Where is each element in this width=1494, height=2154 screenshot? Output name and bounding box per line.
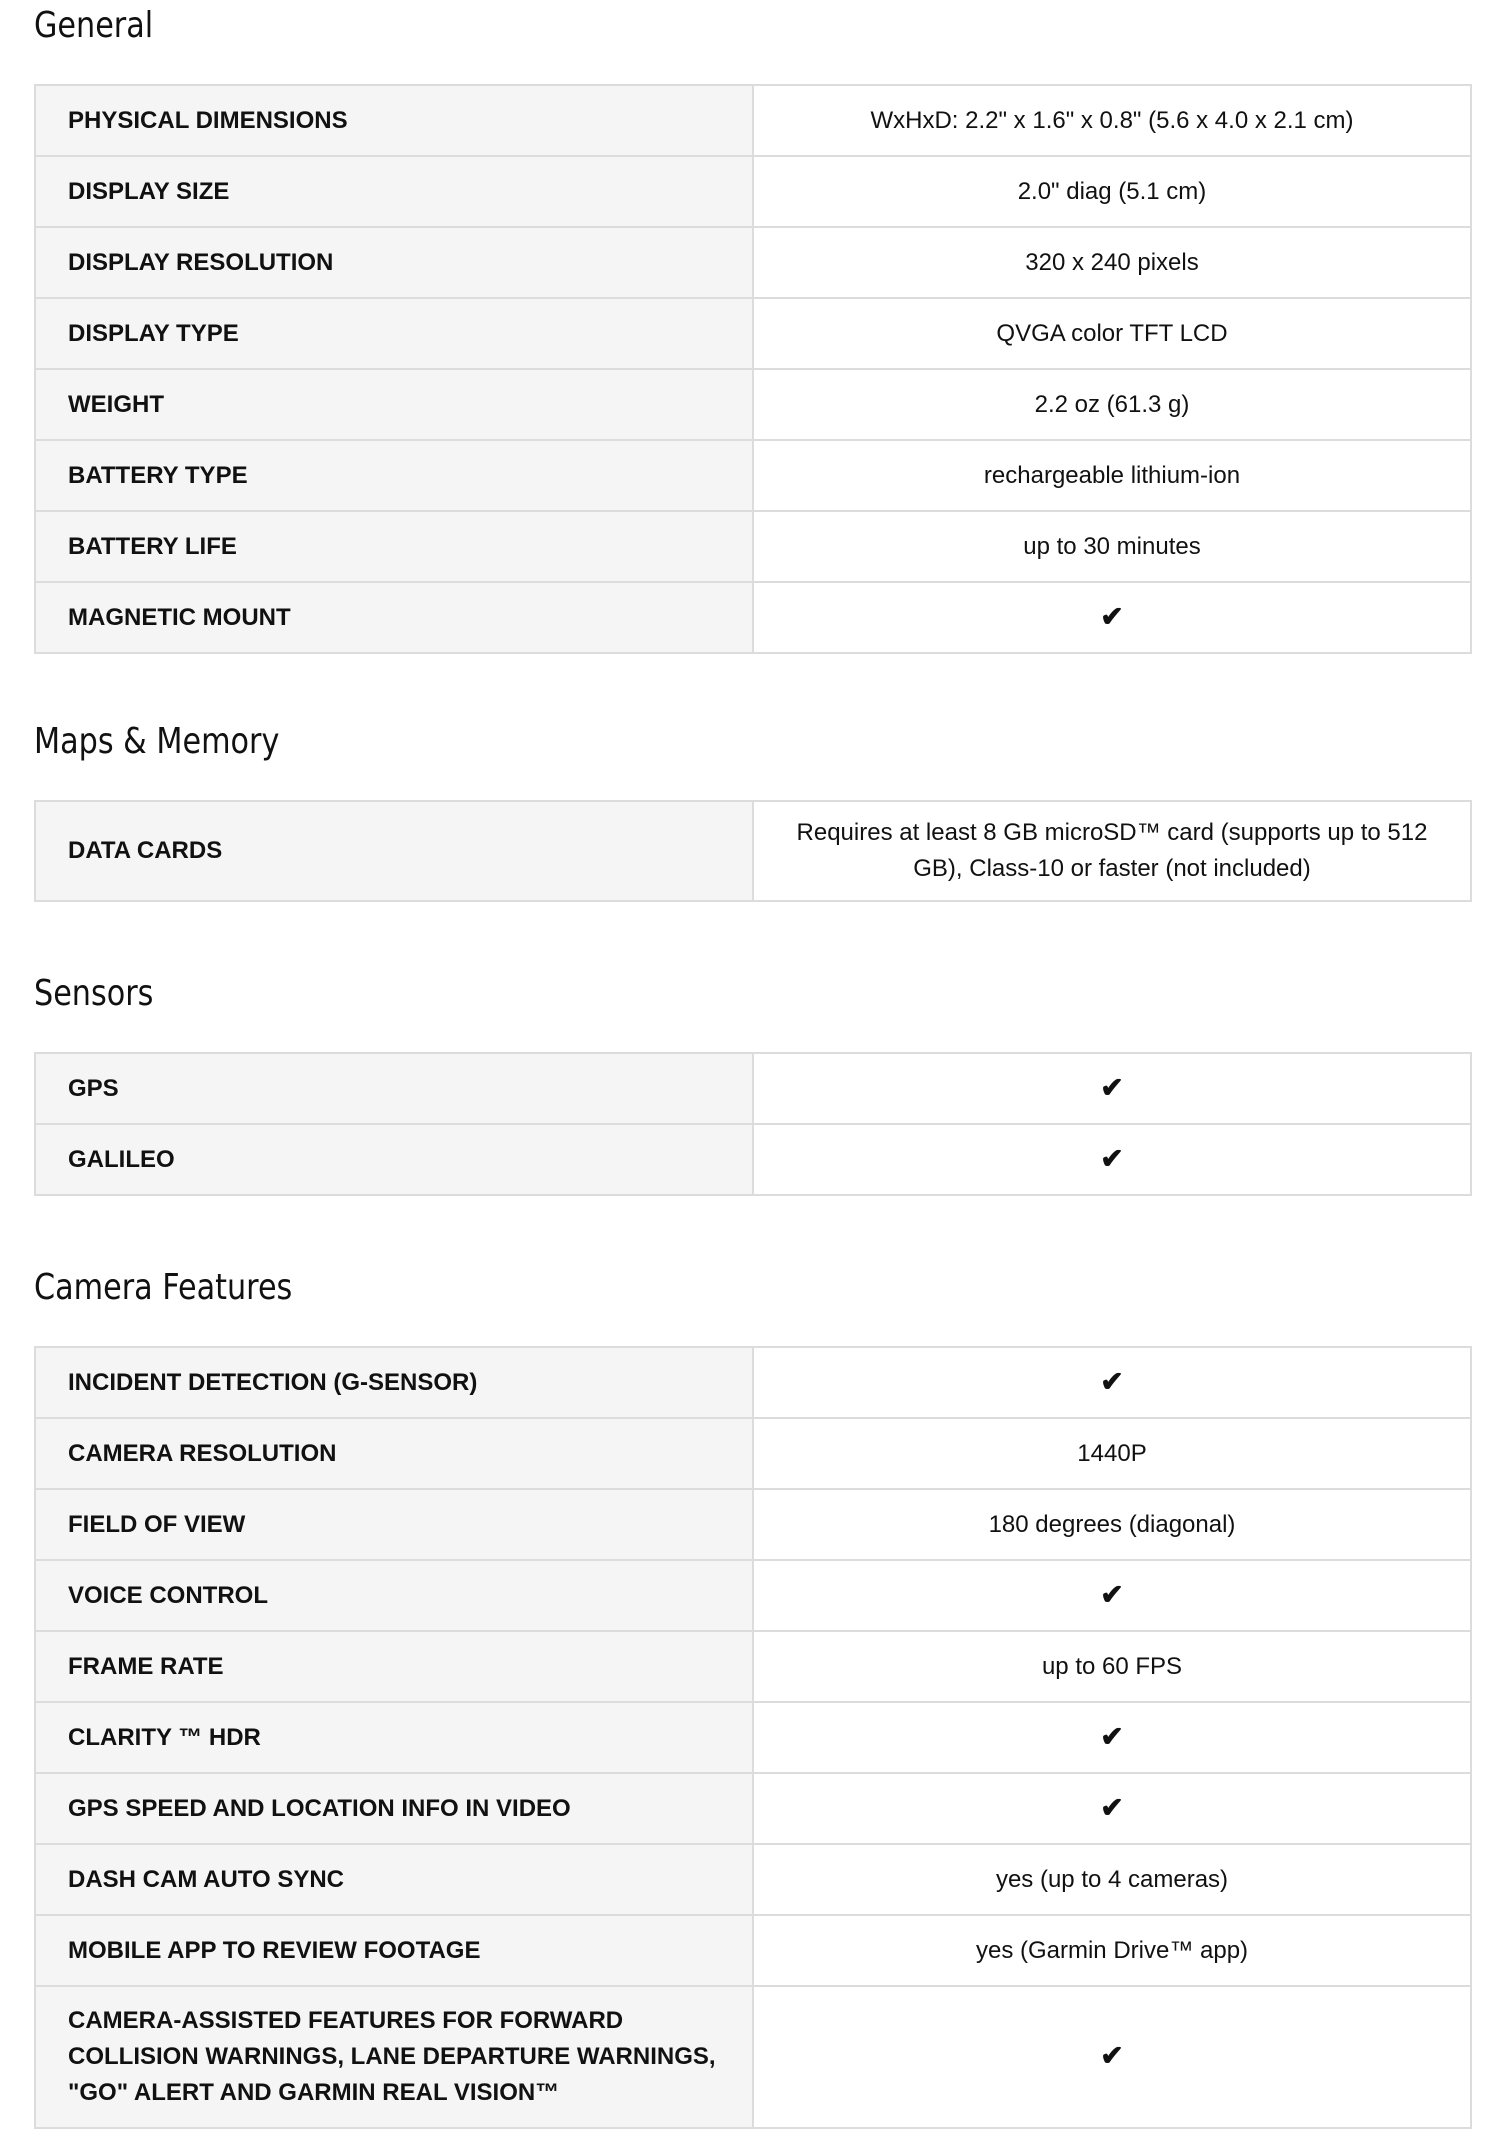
spec-value <box>753 1347 1471 1418</box>
specs-table-sensors <box>34 1052 1472 1196</box>
checkmark-icon: ✔ <box>1100 600 1124 632</box>
spec-value: up to 30 minutes <box>753 511 1471 582</box>
spec-row-field-of-view <box>35 1489 1471 1560</box>
specs-table-general <box>34 84 1472 654</box>
spec-row-battery-type <box>35 440 1471 511</box>
checkmark-icon: ✔ <box>1100 1071 1124 1103</box>
spec-value: QVGA color TFT LCD <box>753 298 1471 369</box>
section-title-general: General <box>34 5 154 46</box>
checkmark-icon: ✔ <box>1100 2040 1124 2071</box>
spec-label: GPS SPEED AND LOCATION INFO IN VIDEO <box>35 1773 753 1844</box>
spec-label: GALILEO <box>35 1124 753 1195</box>
spec-row-dash-cam-auto-sync <box>35 1844 1471 1915</box>
checkmark-icon: ✔ <box>1100 1365 1124 1397</box>
spec-value <box>753 1773 1471 1844</box>
spec-label: FIELD OF VIEW <box>35 1489 753 1560</box>
spec-label: FRAME RATE <box>35 1631 753 1702</box>
spec-row-gps-speed-location <box>35 1773 1471 1844</box>
spec-value: 1440P <box>753 1418 1471 1489</box>
spec-value: 2.0" diag (5.1 cm) <box>753 156 1471 227</box>
spec-value: 180 degrees (diagonal) <box>753 1489 1471 1560</box>
section-title-maps-memory: Maps & Memory <box>34 721 280 762</box>
spec-label: GPS <box>35 1053 753 1124</box>
spec-label: WEIGHT <box>35 369 753 440</box>
section-title-camera-features: Camera Features <box>34 1267 293 1308</box>
spec-label: DISPLAY TYPE <box>35 298 753 369</box>
spec-value <box>753 1560 1471 1631</box>
spec-label: VOICE CONTROL <box>35 1560 753 1631</box>
spec-value: rechargeable lithium-ion <box>753 440 1471 511</box>
spec-row-galileo <box>35 1124 1471 1195</box>
spec-label: CAMERA RESOLUTION <box>35 1418 753 1489</box>
spec-value: WxHxD: 2.2" x 1.6" x 0.8" (5.6 x 4.0 x 2.1 cm) <box>753 85 1471 156</box>
spec-row-physical-dimensions <box>35 85 1471 156</box>
spec-row-camera-resolution <box>35 1418 1471 1489</box>
specs-table-camera-features <box>34 1346 1472 2129</box>
spec-row-magnetic-mount <box>35 582 1471 653</box>
spec-label: BATTERY TYPE <box>35 440 753 511</box>
specs-table-maps-memory <box>34 800 1472 902</box>
spec-label: DISPLAY RESOLUTION <box>35 227 753 298</box>
spec-row-clarity-hdr <box>35 1702 1471 1773</box>
checkmark-icon: ✔ <box>1100 1142 1124 1174</box>
spec-value <box>753 1053 1471 1124</box>
spec-row-voice-control <box>35 1560 1471 1631</box>
spec-label: DASH CAM AUTO SYNC <box>35 1844 753 1915</box>
checkmark-icon: ✔ <box>1100 1578 1124 1610</box>
spec-row-display-resolution <box>35 227 1471 298</box>
spec-row-gps <box>35 1053 1471 1124</box>
spec-label: BATTERY LIFE <box>35 511 753 582</box>
spec-row-display-size <box>35 156 1471 227</box>
spec-value: up to 60 FPS <box>753 1631 1471 1702</box>
spec-label: MOBILE APP TO REVIEW FOOTAGE <box>35 1915 753 1986</box>
spec-row-battery-life <box>35 511 1471 582</box>
spec-row-weight <box>35 369 1471 440</box>
spec-value <box>753 582 1471 653</box>
spec-row-mobile-app <box>35 1915 1471 1986</box>
section-title-sensors: Sensors <box>34 973 154 1014</box>
spec-label: INCIDENT DETECTION (G-SENSOR) <box>35 1347 753 1418</box>
spec-label: DATA CARDS <box>35 801 753 901</box>
spec-label: MAGNETIC MOUNT <box>35 582 753 653</box>
spec-value: yes (Garmin Drive™ app) <box>753 1915 1471 1986</box>
spec-value: 320 x 240 pixels <box>753 227 1471 298</box>
spec-label: CLARITY ™ HDR <box>35 1702 753 1773</box>
spec-value <box>753 1702 1471 1773</box>
spec-value: 2.2 oz (61.3 g) <box>753 369 1471 440</box>
spec-value: Requires at least 8 GB microSD™ card (supports up to 512 GB), Class-10 or faster (not included) <box>753 801 1471 901</box>
spec-label: DISPLAY SIZE <box>35 156 753 227</box>
spec-value <box>753 1124 1471 1195</box>
spec-row-incident-detection <box>35 1347 1471 1418</box>
spec-row-display-type <box>35 298 1471 369</box>
spec-row-frame-rate <box>35 1631 1471 1702</box>
spec-row-data-cards <box>35 801 1471 901</box>
spec-row-camera-assisted-features <box>35 1986 1471 2128</box>
checkmark-icon: ✔ <box>1100 1720 1124 1752</box>
spec-value: yes (up to 4 cameras) <box>753 1844 1471 1915</box>
spec-value <box>753 1986 1471 2128</box>
spec-label: PHYSICAL DIMENSIONS <box>35 85 753 156</box>
checkmark-icon: ✔ <box>1100 1791 1124 1823</box>
spec-label: CAMERA-ASSISTED FEATURES FOR FORWARD COLLISION WARNINGS, LANE DEPARTURE WARNINGS, "GO" ALERT AND GARMIN REAL VISION™ <box>35 1986 753 2128</box>
